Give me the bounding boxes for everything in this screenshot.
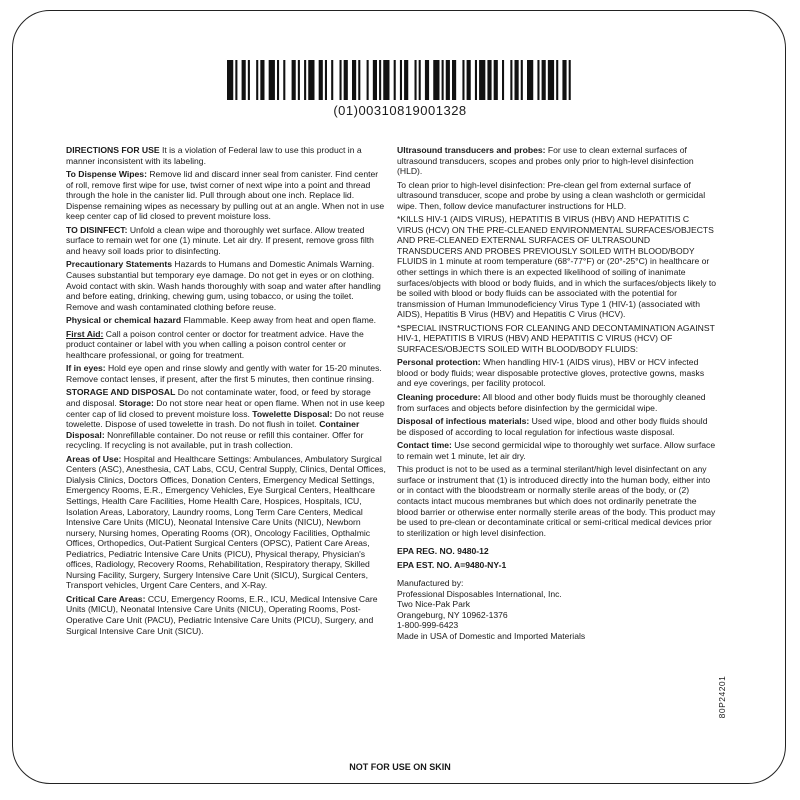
- mfg-city: Orangeburg, NY 10962-1376: [397, 609, 508, 620]
- towelette-text: Do not reuse towelette. Dispose of used towelette in trash. Do not flush in toilet.: [66, 408, 384, 430]
- directions-paragraph: [66, 145, 386, 166]
- disinfect-text: Unfold a clean wipe and thoroughly wet surface. Allow treated surface to remain wet for one (1) minute. Let air dry. If present, remove gross filth and heavy soil loads prior to disinfecting.: [66, 224, 374, 256]
- critical-paragraph: [66, 594, 386, 636]
- directions-heading: DIRECTIONS FOR USE: [66, 145, 160, 155]
- precaution-text: Hazards to Humans and Domestic Animals Warning. Causes substantial but temporary eye damage. Do not get in eyes or on clothing. Avoid contact with skin. Wash hands thoroughly with soap and water after handling and before eating, drinking, chewing gum, using tobacco, or using the toilet. Remove and wash contaminated clothing before reuse.: [66, 259, 381, 312]
- disinfect-paragraph: [66, 225, 386, 257]
- ultrasound-paragraph: [397, 145, 717, 177]
- mfg-company: Professional Disposables International, Inc.: [397, 588, 562, 599]
- special-instructions-paragraph: *SPECIAL INSTRUCTIONS FOR CLEANING AND DECONTAMINATION AGAINST HIV-1, HEPATITIS B VIRUS (HBV) AND HEPATITIS C VIRUS (HCV) OF SURFACES/OBJECTS SOILED WITH BLOOD/BODY FLUIDS:: [397, 322, 715, 354]
- barcode-number: (01)00310819001328: [333, 103, 467, 118]
- directions-text: It is a violation of Federal law to use this product in a manner inconsistent with its labeling.: [66, 145, 362, 166]
- mfg-phone: 1-800-999-6423: [397, 620, 459, 631]
- cleaning-text: All blood and other body fluids must be thoroughly cleaned from surfaces and objects before disinfection by the germicidal wipe.: [397, 392, 706, 413]
- precaution-heading: Precautionary Statements: [66, 259, 173, 270]
- firstaid-heading: First Aid:: [66, 328, 104, 339]
- epa-est: [397, 560, 717, 571]
- cleaning-paragraph: [397, 392, 717, 413]
- critical-text: CCU, Emergency Rooms, E.R., ICU, Medical Intensive Care Units (MICU), Neonatal Intensive Care Units (NICU), Operating Rooms, Post-Operative Care Unit (PACU), Pediatric Intensive Care Units (PICU), Surgery, and Surgical Intensive Care Unit (SICU).: [66, 593, 378, 636]
- storage2-text: Do not store near heat or open flame. When not in use keep center cap of lid closed to prevent moisture loss.: [66, 398, 385, 419]
- epa-reg: [397, 546, 717, 557]
- cleaning-heading: Cleaning procedure:: [397, 392, 481, 403]
- infectious-paragraph: [397, 416, 717, 437]
- critical-heading: Critical Care Areas:: [66, 593, 146, 604]
- firstaid-paragraph: [66, 329, 386, 361]
- epa-reg-text: EPA REG. NO. 9480-12: [397, 546, 489, 557]
- storage-paragraph: [66, 387, 386, 450]
- areas-paragraph: [66, 454, 386, 591]
- personal-text: When handling HIV-1 (AIDS virus), HBV or HCV infected blood or body fluids; wear disposable protective gloves, protective gowns, masks and eye coverings, per facility protocol.: [397, 357, 705, 389]
- ultrasound-heading: Ultrasound transducers and probes:: [397, 145, 546, 155]
- infectious-heading: Disposal of infectious materials:: [397, 416, 530, 427]
- preclean-paragraph: To clean prior to high-level disinfection: Pre-clean gel from external surface of ultrasound transducer, scope and probe by using a clean washcloth or germicidal wipe. Then, follow device manufacturer instructions for HLD.: [397, 179, 706, 211]
- mfg-street: Two Nice-Pak Park: [397, 599, 471, 610]
- left-column: [66, 145, 386, 639]
- physical-heading: Physical or chemical hazard: [66, 315, 182, 326]
- side-code-text: 80P24201: [717, 675, 727, 719]
- physical-text: Flammable. Keep away from heat and open flame.: [181, 315, 377, 326]
- eyes-heading: If in eyes:: [66, 363, 106, 374]
- disinfect-heading: TO DISINFECT:: [66, 224, 128, 235]
- right-column: [397, 145, 717, 645]
- sterilant-paragraph: This product is not to be used as a terminal sterilant/high level disinfectant on any surface or instrument that (1) is introduced directly into the human body, either into or in contact with the bloodstream or normally sterile areas of the body, or (2) contacts intact mucous membranes but which does not ordinarily penetrate the blood barrier or otherwise enter normally sterile areas of the body. This product may be used to pre-clean or decontaminate critical or semi-critical medical devices prior to sterilization or high level disinfection.: [397, 464, 716, 538]
- storage2-heading: Storage:: [119, 398, 154, 409]
- contact-heading: Contact time:: [397, 440, 452, 451]
- storage-text: Do not contaminate water, food, or feed by storage and disposal.: [66, 387, 371, 409]
- dispense-text: Remove lid and discard inner seal from canister. Find center of roll, remove first wipe for use, twist corner of next wipe into a point and thread through the hole in the canister lid. Pull through about one inch. Replace lid. Dispense remaining wipes as necessary by pulling out at an angle. When not in use keep center cap of lid closed to prevent moisture loss.: [66, 169, 385, 222]
- mfg-heading: Manufactured by:: [397, 578, 464, 589]
- infectious-text: Used wipe, blood and other body fluids should be disposed of according to local regulation for infectious waste disposal.: [397, 416, 708, 437]
- barcode-image: [227, 60, 577, 100]
- precaution-paragraph: [66, 259, 386, 312]
- container-heading: Container Disposal:: [66, 419, 360, 440]
- storage-heading: STORAGE AND DISPOSAL: [66, 387, 176, 398]
- areas-heading: Areas of Use:: [66, 453, 122, 464]
- mfg-origin: Made in USA of Domestic and Imported Materials: [397, 630, 586, 641]
- physical-paragraph: [66, 315, 386, 326]
- ultrasound-text: For use to clean external surfaces of ultrasound transducers, scopes and probes only prior to high-level disinfection (HLD).: [397, 145, 694, 177]
- epa-est-text: EPA EST. NO. A=9480-NY-1: [397, 559, 507, 570]
- dispense-paragraph: [66, 169, 386, 222]
- personal-heading: Personal protection:: [397, 357, 481, 368]
- areas-text: Hospital and Healthcare Settings: Ambulances, Ambulatory Surgical Centers (ASC), Anesthesia, CAT Labs, CCU, Central Supply, Clinics, Dental Offices, Dialysis Clinics, Doctors Offices, Donation Centers, Emergency Medical Settings, Emergency Rooms, E.R., Emergency Vehicles, Eye Surgical Centers, Healthcare Settings, Health Care Facilities, Home Health Care, Hospices, Hospitals, ICU, Isolation Areas, Laboratory, Laundry rooms, Long Term Care Centers, Medical Intensive Care Units (MICU), Neonatal Intensive Care Units (NICU), Newborn nursery, Nursing homes, Operating Rooms (OR), Oncology Facilities, Opthalmic Offices, Orthopedics, Out-Patient Surgical Centers (OPSC), Patient Care Areas, Pediatrics, Pediatric Intensive Care Units (PICU), Physical therapy, Physician's offices, Radiology, Recovery Rooms, Rehabilitation, Respiratory therapy, Skilled Nursing Facility, Surgery, Surgery Intensive Care Unit (SICU), Surgical Centers, Transport vehicles, Urgent Care Centers, and X-Ray.: [66, 453, 386, 591]
- towelette-heading: Towelette Disposal:: [252, 408, 333, 419]
- personal-paragraph: [397, 357, 717, 389]
- eyes-paragraph: [66, 363, 386, 384]
- firstaid-text: Call a poison control center or doctor for treatment advice. Have the product container or label with you when calling a poison control center or healthcare professional, or going for treatment.: [66, 328, 364, 360]
- footer-warning: NOT FOR USE ON SKIN: [349, 762, 451, 772]
- container-text: Nonrefillable container. Do not reuse or refill this container. Offer for recycling. If recycling is not available, put in trash collection.: [66, 429, 364, 451]
- contact-text: Use second germicidal wipe to thoroughly wet surface. Allow surface to remain wet 1 minute, let air dry.: [397, 440, 716, 461]
- eyes-text: Hold eye open and rinse slowly and gently with water for 15-20 minutes. Remove contact lenses, if present, after the first 5 minutes, then continue rinsing.: [66, 363, 382, 384]
- kills-paragraph: *KILLS HIV-1 (AIDS VIRUS), HEPATITIS B VIRUS (HBV) AND HEPATITIS C VIRUS (HCV) ON THE PRE-CLEANED ENVIRONMENTAL SURFACES/OBJECTS AND PRE-CLEANED EXTERNAL SURFACES OF ULTRASOUND TRANSDUCERS AND PROBES PREVIOUSLY SOILED WITH BLOOD/BODY FLUIDS in 1 minute at room temperature (68°-77°F) or (20°-25°C) in healthcare or other settings in which there is an expected likelihood of soiling of inanimate surfaces/objects with blood or body fluids, and in which the surfaces/objects likely to be soiled with blood or body fluids can be associated with the potential for transmission of Human Immunodeficiency Virus Type 1 (HIV-1) (associated with AIDS), Hepatitis B Virus (HBV) and Hepatitis C Virus (HCV).: [397, 214, 717, 320]
- side-code: [712, 660, 726, 740]
- dispense-heading: To Dispense Wipes:: [66, 169, 147, 180]
- contact-paragraph: [397, 440, 717, 461]
